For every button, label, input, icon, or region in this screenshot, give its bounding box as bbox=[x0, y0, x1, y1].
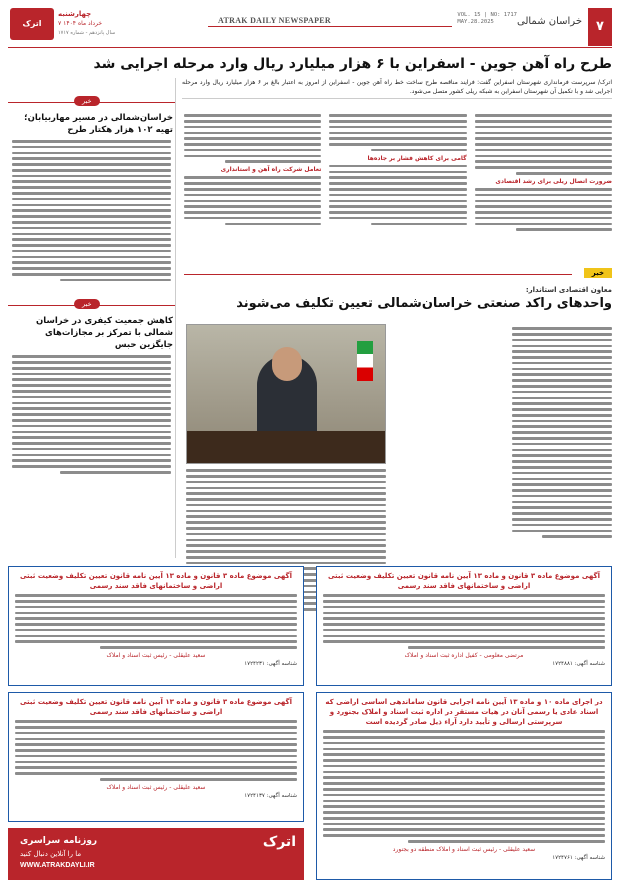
atrak-logo[interactable]: اترک bbox=[10, 8, 54, 40]
article-column bbox=[475, 111, 612, 261]
article-column bbox=[512, 324, 612, 564]
article-column bbox=[184, 111, 321, 261]
article-subhead: گامی برای کاهش فشار بر جاده‌ها bbox=[367, 154, 467, 162]
weekday: چهارشنبه bbox=[58, 10, 92, 18]
notice-title: در اجرای ماده ۱۰ و ماده ۱۳ آیین نامه اجرایی قانون ساماندهی اساسی اراضی که اسناد عادی یا رسمی آنان در هیات مستقر در اداره ثبت اسناد و املاک بجنورد و سرپرستی ارسالی و تأیید دارد آراء ذیل صادر گردیده است bbox=[325, 698, 603, 726]
volume-info bbox=[457, 12, 517, 26]
sidebar-article-body bbox=[8, 355, 175, 473]
person-face bbox=[272, 347, 302, 381]
section-name: خراسان شمالی bbox=[516, 16, 582, 27]
main-lead: اترک/ سرپرست فرمانداری شهرستان اسفراین گفت: فرایند مناقصه طرح ساخت خط راه آهن جوین - اسفراین از امروز به اعتبار بالغ بر ۶ هزار میلیارد ریال وارد مرحله اجرایی شد و با تکمیل آن شهرستان اسفراین به شبکه ریلی کشور متصل می‌شود. bbox=[182, 78, 612, 99]
flag bbox=[357, 341, 373, 381]
notice-signature: سعید علیقلی - رئیس ثبت اسناد و املاک منطقه دو بجنورد bbox=[392, 845, 536, 853]
notice-signature: سعید علیقلی - رئیس ثبت اسناد و املاک bbox=[106, 652, 206, 659]
notice-id: شناسه آگهی: ۱۷۲۴۱۳۷ bbox=[244, 792, 297, 799]
legal-notice[interactable] bbox=[316, 692, 612, 880]
date-fa: ۷ خرداد ماه ۱۴۰۴ bbox=[58, 20, 103, 27]
notice-id: شناسه آگهی: ۱۷۲۴۲۳۱ bbox=[244, 661, 297, 667]
notice-title: آگهی موضوع ماده ۳ قانون و ماده ۱۳ آیین نامه قانون تعیین تکلیف وضعیت ثبتی اراضی و ساختمانهای فاقد سند رسمی bbox=[19, 572, 293, 590]
notice-id: شناسه آگهی: ۱۷۲۴۸۸۱ bbox=[552, 661, 605, 667]
article-subhead: تعامل شرکت راه آهن و استانداری bbox=[220, 166, 322, 174]
sidebar-article-body bbox=[8, 140, 175, 281]
article-column bbox=[329, 111, 466, 261]
article-subhead: ضرورت اتصال ریلی برای رشد اقتصادی bbox=[495, 177, 612, 185]
footer-logo: اترک bbox=[262, 834, 296, 850]
sidebar-headline[interactable]: خراسان‌شمالی در مسیر مهاربیابان؛ تهیه ۱۰۲ هزار هکتار طرح bbox=[24, 113, 173, 135]
notice-id: شناسه آگهی: ۱۷۲۴۷۶۱ bbox=[552, 854, 605, 861]
header-rule bbox=[208, 26, 452, 34]
footer-url[interactable]: WWW.ATRAKDAYLI.IR bbox=[20, 862, 95, 869]
news-tag: خبر bbox=[74, 299, 100, 309]
legal-notice[interactable] bbox=[316, 566, 612, 686]
article-kicker: معاون اقتصادی استاندار: bbox=[525, 286, 612, 294]
news-tag: خبر bbox=[584, 268, 612, 278]
footer-banner[interactable] bbox=[8, 828, 304, 880]
section-divider bbox=[184, 268, 612, 280]
article-headline[interactable]: واحدهای راکد صنعتی خراسان‌شمالی تعیین تکلیف می‌شوند bbox=[236, 296, 612, 311]
left-sidebar bbox=[8, 78, 176, 558]
legal-notice[interactable] bbox=[8, 566, 304, 686]
newspaper-page bbox=[8, 6, 612, 880]
notice-signature: مرتضی معلومی - کفیل اداره ثبت اسناد و املاک bbox=[404, 652, 524, 659]
footer-follow: ما را آنلاین دنبال کنید bbox=[20, 850, 82, 858]
vol-number: VOL. 15 | NO: 1717 bbox=[457, 12, 517, 18]
main-article-columns bbox=[184, 111, 612, 261]
sidebar-divider bbox=[8, 96, 175, 108]
footer-tagline: روزنامه سراسری bbox=[20, 836, 98, 846]
issue-number: سال پانزدهم - شماره ۱۷۱۷ bbox=[58, 30, 116, 36]
brand-name: ATRAK DAILY NEWSPAPER bbox=[218, 16, 331, 25]
legal-notice[interactable] bbox=[8, 692, 304, 822]
news-tag: خبر bbox=[74, 96, 100, 106]
date-en: MAY.28.2025 bbox=[457, 19, 494, 25]
main-headline[interactable]: طرح راه آهن جوین - اسفراین با ۶ هزار میلیارد ریال وارد مرحله اجرایی شد bbox=[93, 56, 612, 72]
article-photo bbox=[186, 324, 386, 464]
sidebar-divider bbox=[8, 299, 175, 311]
notice-signature: سعید علیقلی - رئیس ثبت اسناد و املاک bbox=[106, 783, 206, 791]
notice-title: آگهی موضوع ماده ۳ قانون و ماده ۱۳ آیین نامه قانون تعیین تکلیف وضعیت ثبتی اراضی و ساختمانهای فاقد سند رسمی bbox=[327, 572, 601, 590]
desk bbox=[187, 431, 385, 463]
page-number: ۷ bbox=[588, 8, 612, 46]
notice-title: آگهی موضوع ماده ۳ قانون و ماده ۱۳ آیین نامه قانون تعیین تکلیف وضعیت ثبتی اراضی و ساختمانهای فاقد سند رسمی bbox=[19, 698, 293, 716]
page-header bbox=[8, 6, 612, 48]
sidebar-headline[interactable]: کاهش جمعیت کیفری در خراسان شمالی با تمرکز بر مجازات‌های جایگزین حبس bbox=[36, 316, 173, 351]
